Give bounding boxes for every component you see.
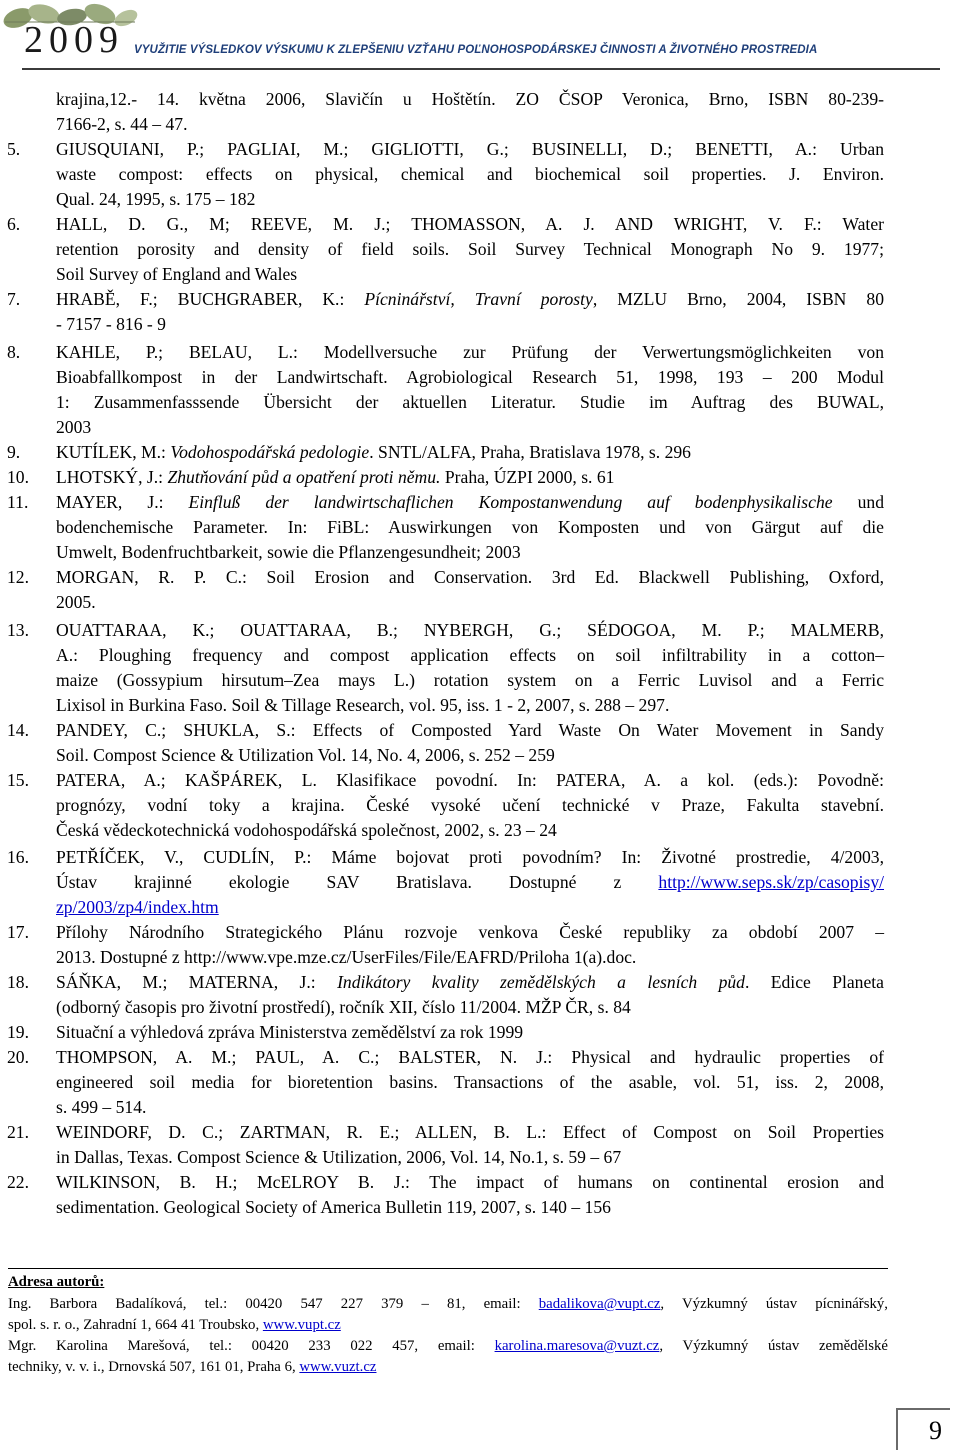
ref-line: 7166-2, s. 44 – 47. <box>56 114 188 134</box>
website-link[interactable]: www.vuzt.cz <box>299 1359 377 1375</box>
ref-number: 18. <box>7 972 29 992</box>
ref-line: KAHLE, P.; BELAU, L.: Modellversuche zur Prüfung der Verwertungsmöglichkeiten von <box>56 342 884 362</box>
ref-line <box>56 970 884 995</box>
ref-line: Qual. 24, 1995, s. 175 – 182 <box>56 189 256 209</box>
ref-line: PETŘÍČEK, V., CUDLÍN, P.: Máme bojovat proti povodním? In: Životné prostredie, 4/2003, <box>56 847 884 867</box>
ref-source: . SNTL/ALFA, Praha, Bratislava 1978, s. 296 <box>369 442 691 462</box>
ref-number: 22. <box>7 1172 29 1192</box>
ref-number: 9. <box>7 442 21 462</box>
ref-authors: HRABĚ, F.; BUCHGRABER, K.: <box>56 289 365 309</box>
ref-line: Bioabfallkompost in der Landwirtschaft. Agrobiological Research 51, 1998, 193 – 200 Modul <box>56 367 884 387</box>
ref-source: . Edice Planeta <box>744 972 884 992</box>
year-label: 2009 <box>24 19 124 61</box>
page-number: 9 <box>929 1416 942 1445</box>
ref-link[interactable]: http://www.seps.sk/zp/casopisy/ <box>658 872 884 892</box>
ref-line: Situační a výhledová zpráva Ministerstva zemědělství za rok 1999 <box>56 1022 524 1042</box>
ref-line: WILKINSON, B. H.; McELROY B. J.: The impact of humans on continental erosion and <box>56 1172 884 1192</box>
ref-source: und <box>832 492 884 512</box>
email-link[interactable]: karolina.maresova@vuzt.cz <box>494 1338 660 1354</box>
addresses-heading: Adresa autorů: <box>8 1274 105 1290</box>
ref-authors: KUTÍLEK, M.: <box>56 442 171 462</box>
website-link[interactable]: www.vupt.cz <box>262 1317 341 1333</box>
ref-line: 1: Zusammenfasssende Übersicht der aktuellen Literatur. Studie im Auftrag des BUWAL, <box>56 392 884 412</box>
ref-source: Praha, ÚZPI 2000, s. 61 <box>440 467 615 487</box>
address-text: Mgr. Karolina Marešová, tel.: 00420 233 022 457, email: <box>8 1338 495 1354</box>
ref-line: s. 499 – 514. <box>56 1097 147 1117</box>
address-text: techniky, v. v. i., Drnovská 507, 161 01, Praha 6, <box>8 1359 300 1375</box>
author-addresses <box>0 1272 960 1382</box>
ref-authors: LHOTSKÝ, J.: <box>56 467 168 487</box>
ref-line: maize (Gossypium hirsutum–Zea mays L.) rotation system on a Ferric Luvisol and a Ferric <box>56 670 884 690</box>
ref-number: 11. <box>7 492 29 512</box>
ref-line: engineered soil media for bioretention basins. Transactions of the asable, vol. 51, iss. 2, 2008, <box>56 1072 884 1092</box>
ref-line: A.: Ploughing frequency and compost application effects on soil infiltrability in a cotton– <box>56 645 884 665</box>
ref-line: PANDEY, C.; SHUKLA, S.: Effects of Composted Yard Waste On Water Movement in Sandy <box>56 720 884 740</box>
footer-divider <box>8 1268 888 1269</box>
address-text: , Výzkumný ústav pícninářský, <box>660 1296 888 1312</box>
address-line <box>8 1357 888 1378</box>
ref-line: WEINDORF, D. C.; ZARTMAN, R. E.; ALLEN, B. L.: Effect of Compost on Soil Properties <box>56 1122 884 1142</box>
ref-line: OUATTARAA, K.; OUATTARAA, B.; NYBERGH, G.; SÉDOGOA, M. P.; MALMERB, <box>56 620 884 640</box>
ref-number: 10. <box>7 467 29 487</box>
ref-source: , MZLU Brno, 2004, ISBN 80 <box>592 289 884 309</box>
ref-line: waste compost: effects on physical, chemical and biochemical soil properties. J. Environ. <box>56 164 884 184</box>
ref-line: prognózy, vodní toky a krajina. České vysoké učení technické v Praze, Fakulta stavební. <box>56 795 884 815</box>
ref-line <box>56 465 884 490</box>
ref-line: Soil Survey of England and Wales <box>56 264 298 284</box>
ref-number: 20. <box>7 1047 29 1067</box>
ref-number: 6. <box>7 214 21 234</box>
ref-line <box>56 287 884 312</box>
ref-title: Einfluß der landwirtschaflichen Kompostanwendung auf bodenphysikalische <box>188 492 833 512</box>
email-link[interactable]: badalikova@vupt.cz <box>538 1296 661 1312</box>
ref-line: MORGAN, R. P. C.: Soil Erosion and Conservation. 3rd Ed. Blackwell Publishing, Oxford, <box>56 567 884 587</box>
ref-line: HALL, D. G., M; REEVE, M. J.; THOMASSON, A. J. AND WRIGHT, V. F.: Water <box>56 214 884 234</box>
header-title: VYUŽITIE VÝSLEDKOV VÝSKUMU K ZLEPŠENIU VZŤAHU POĽNOHOSPODÁRSKEJ ČINNOSTI A ŽIVOTNÉHO PROSTREDIA <box>134 44 818 56</box>
ref-line: Česká vědeckotechnická vodohospodářská společnost, 2002, s. 23 – 24 <box>56 820 557 840</box>
ref-number: 8. <box>7 342 21 362</box>
address-line <box>8 1336 888 1357</box>
ref-authors: SÁŇKA, M.; MATERNA, J.: <box>56 972 338 992</box>
ref-line: 2005. <box>56 592 96 612</box>
ref-line: Přílohy Národního Strategického Plánu rozvoje venkova České republiky za období 2007 – <box>56 922 884 942</box>
ref-line: bodenchemische Parameter. In: FiBL: Auswirkungen von Komposten und von Gärgut auf die <box>56 517 884 537</box>
ref-title: Indikátory kvality zemědělských a lesních půd <box>337 972 745 992</box>
ref-number: 12. <box>7 567 29 587</box>
ref-line: 2003 <box>56 417 92 437</box>
ref-title: Zhutňování půd a opatření proti němu. <box>167 467 441 487</box>
address-text: spol. s. r. o., Zahradní 1, 664 41 Troubsko, <box>8 1317 263 1333</box>
ref-line: GIUSQUIANI, P.; PAGLIAI, M.; GIGLIOTTI, G.; BUSINELLI, D.; BENETTI, A.: Urban <box>56 139 884 159</box>
address-text: , Výzkumný ústav zemědělské <box>659 1338 888 1354</box>
ref-line: THOMPSON, A. M.; PAUL, A. C.; BALSTER, N. J.: Physical and hydraulic properties of <box>56 1047 884 1067</box>
ref-line: 2013. Dostupné z http://www.vpe.mze.cz/UserFiles/File/EAFRD/Priloha 1(a).doc. <box>56 947 637 967</box>
ref-line: PATERA, A.; KAŠPÁREK, L. Klasifikace povodní. In: PATERA, A. a kol. (eds.): Povodně: <box>56 770 884 790</box>
ref-title: Pícninářství, Travní porosty <box>364 289 593 309</box>
ref-source: Ústav krajinné ekologie SAV Bratislava. Dostupné z <box>56 872 659 892</box>
ref-line: Lixisol in Burkina Faso. Soil & Tillage Research, vol. 95, iss. 1 - 2, 2007, s. 288 – 297. <box>56 695 670 715</box>
ref-authors: MAYER, J.: <box>56 492 189 512</box>
ref-number: 16. <box>7 847 29 867</box>
ref-title: Vodohospodářská pedologie <box>170 442 370 462</box>
page-number-box <box>896 1408 950 1450</box>
ref-line: krajina,12.- 14. května 2006, Slavičín u Hoštětín. ZO ČSOP Veronica, Brno, ISBN 80-239- <box>56 89 884 109</box>
ref-line <box>56 440 884 465</box>
ref-number: 17. <box>7 922 29 942</box>
ref-number: 19. <box>7 1022 29 1042</box>
ref-number: 13. <box>7 620 29 640</box>
ref-number: 5. <box>7 139 21 159</box>
ref-line: Umwelt, Bodenfruchtbarkeit, sowie die Pflanzengesundheit; 2003 <box>56 542 521 562</box>
ref-number: 7. <box>7 289 21 309</box>
ref-line: sedimentation. Geological Society of America Bulletin 119, 2007, s. 140 – 156 <box>56 1197 611 1217</box>
ref-line: Soil. Compost Science & Utilization Vol. 14, No. 4, 2006, s. 252 – 259 <box>56 745 555 765</box>
address-text: Ing. Barbora Badalíková, tel.: 00420 547 227 379 – 81, email: <box>8 1296 539 1312</box>
ref-line: retention porosity and density of field soils. Soil Survey Technical Monograph No 9. 1977; <box>56 239 884 259</box>
ref-line <box>56 895 884 920</box>
ref-number: 21. <box>7 1122 29 1142</box>
address-line <box>8 1315 888 1336</box>
ref-link-continued[interactable]: zp/2003/zp4/index.htm <box>56 897 219 917</box>
address-line <box>8 1294 888 1315</box>
ref-number: 15. <box>7 770 29 790</box>
ref-line: - 7157 - 816 - 9 <box>56 314 166 334</box>
ref-line <box>56 490 884 515</box>
ref-line: in Dallas, Texas. Compost Science & Utilization, 2006, Vol. 14, No.1, s. 59 – 67 <box>56 1147 622 1167</box>
ref-number: 14. <box>7 720 29 740</box>
ref-line: (odborný časopis pro životní prostředí), ročník XII, číslo 11/2004. MŽP ČR, s. 84 <box>56 997 631 1017</box>
ref-line <box>56 870 884 895</box>
